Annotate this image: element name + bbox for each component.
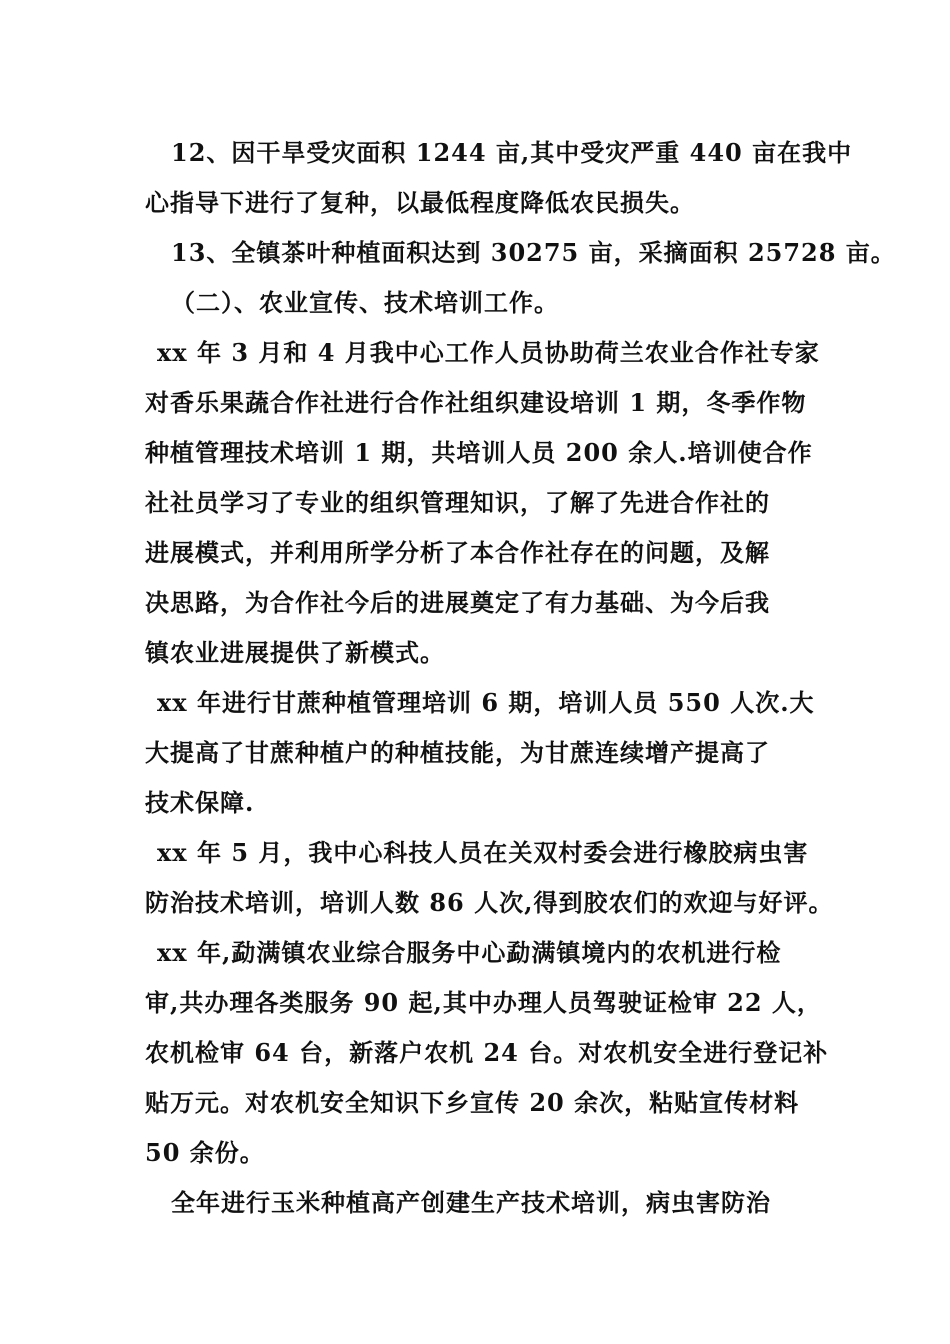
- text-line: 审,共办理各类服务 90 起,其中办理人员驾驶证检审 22 人，: [145, 988, 822, 1017]
- text-line: 农机检审 64 台，新落户农机 24 台。对农机安全进行登记补: [145, 1038, 829, 1067]
- text-line: 12、因干旱受灾面积 1244 亩,其中受灾严重 440 亩在我中: [171, 138, 853, 167]
- text-line: 13、全镇茶叶种植面积达到 30275 亩，采摘面积 25728 亩。: [171, 238, 896, 267]
- text-line: 贴万元。对农机安全知识下乡宣传 20 余次，粘贴宣传材料: [145, 1088, 800, 1117]
- text-line: 心指导下进行了复种，以最低程度降低农民损失。: [145, 188, 695, 217]
- text-line: 防治技术培训，培训人数 86 人次,得到胶农们的欢迎与好评。: [145, 888, 834, 917]
- text-line: 种植管理技术培训 1 期，共培训人员 200 余人.培训使合作: [145, 438, 813, 467]
- text-line: xx 年,勐满镇农业综合服务中心勐满镇境内的农机进行检: [157, 938, 782, 967]
- text-line: 进展模式，并利用所学分析了本合作社存在的问题，及解: [145, 538, 770, 567]
- text-line: xx 年 3 月和 4 月我中心工作人员协助荷兰农业合作社专家: [157, 338, 820, 367]
- text-line: xx 年 5 月，我中心科技人员在关双村委会进行橡胶病虫害: [157, 838, 809, 867]
- text-line: 社社员学习了专业的组织管理知识，了解了先进合作社的: [145, 488, 770, 517]
- text-line: 大提高了甘蔗种植户的种植技能，为甘蔗连续增产提高了: [145, 738, 770, 767]
- document-body: [145, 128, 896, 1228]
- text-line: 技术保障.: [145, 788, 255, 817]
- text-line: 对香乐果蔬合作社进行合作社组织建设培训 1 期，冬季作物: [145, 388, 807, 417]
- text-line: 镇农业进展提供了新模式。: [145, 638, 445, 667]
- section-heading: （二）、农业宣传、技术培训工作。: [171, 288, 559, 317]
- text-line: xx 年进行甘蔗种植管理培训 6 期，培训人员 550 人次.大: [157, 688, 815, 717]
- text-line: 50 余份。: [145, 1138, 265, 1167]
- text-line: 全年进行玉米种植高产创建生产技术培训，病虫害防治: [171, 1188, 771, 1217]
- text-line: 决思路，为合作社今后的进展奠定了有力基础、为今后我: [145, 588, 770, 617]
